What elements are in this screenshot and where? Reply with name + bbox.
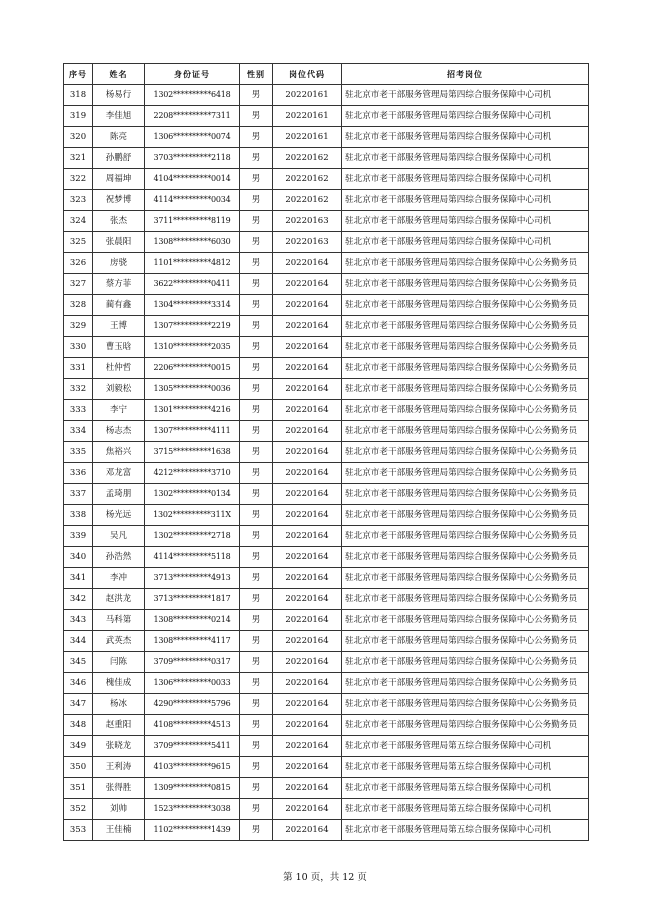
table-row [64, 337, 589, 358]
cell-code: 20220162 [273, 169, 342, 190]
cell-no: 330 [64, 337, 93, 358]
cell-gender: 男 [240, 127, 273, 148]
cell-code: 20220164 [273, 589, 342, 610]
cell-name: 孙鹏舒 [93, 148, 145, 169]
cell-position: 驻北京市老干部服务管理局第四综合服务保障中心公务勤务员 [342, 316, 589, 337]
cell-id: 1302**********2718 [145, 526, 240, 547]
cell-id: 1306**********0074 [145, 127, 240, 148]
cell-code: 20220164 [273, 652, 342, 673]
table-row [64, 211, 589, 232]
cell-code: 20220164 [273, 295, 342, 316]
cell-code: 20220164 [273, 820, 342, 841]
cell-name: 孙浩然 [93, 547, 145, 568]
table-row [64, 232, 589, 253]
cell-name: 杜仲哲 [93, 358, 145, 379]
cell-id: 1310**********2035 [145, 337, 240, 358]
cell-position: 驻北京市老干部服务管理局第四综合服务保障中心公务勤务员 [342, 631, 589, 652]
cell-id: 4104**********0014 [145, 169, 240, 190]
cell-code: 20220164 [273, 358, 342, 379]
table-row [64, 442, 589, 463]
cell-gender: 男 [240, 673, 273, 694]
cell-name: 李冲 [93, 568, 145, 589]
cell-id: 3703**********2118 [145, 148, 240, 169]
col-header-id: 身份证号 [145, 64, 240, 85]
cell-id: 3709**********0317 [145, 652, 240, 673]
cell-no: 320 [64, 127, 93, 148]
cell-name: 房骁 [93, 253, 145, 274]
cell-code: 20220164 [273, 400, 342, 421]
cell-gender: 男 [240, 421, 273, 442]
cell-no: 353 [64, 820, 93, 841]
cell-id: 3711**********8119 [145, 211, 240, 232]
cell-name: 李佳旭 [93, 106, 145, 127]
cell-no: 348 [64, 715, 93, 736]
cell-id: 2208**********7311 [145, 106, 240, 127]
cell-id: 1302**********0134 [145, 484, 240, 505]
table-row [64, 400, 589, 421]
cell-name: 曹玉晗 [93, 337, 145, 358]
cell-code: 20220164 [273, 673, 342, 694]
cell-code: 20220164 [273, 694, 342, 715]
col-header-gender: 性别 [240, 64, 273, 85]
cell-id: 1102**********1439 [145, 820, 240, 841]
cell-no: 342 [64, 589, 93, 610]
cell-gender: 男 [240, 169, 273, 190]
cell-position: 驻北京市老干部服务管理局第四综合服务保障中心公务勤务员 [342, 421, 589, 442]
cell-no: 318 [64, 85, 93, 106]
cell-no: 322 [64, 169, 93, 190]
table-row [64, 190, 589, 211]
cell-name: 焦裕兴 [93, 442, 145, 463]
cell-position: 驻北京市老干部服务管理局第四综合服务保障中心公务勤务员 [342, 505, 589, 526]
cell-gender: 男 [240, 526, 273, 547]
table-row [64, 295, 589, 316]
cell-name: 闫陈 [93, 652, 145, 673]
cell-gender: 男 [240, 484, 273, 505]
cell-code: 20220164 [273, 715, 342, 736]
table-row [64, 169, 589, 190]
cell-position: 驻北京市老干部服务管理局第四综合服务保障中心公务勤务员 [342, 337, 589, 358]
cell-no: 341 [64, 568, 93, 589]
cell-name: 赵洪龙 [93, 589, 145, 610]
table-body [64, 85, 589, 841]
cell-name: 武英杰 [93, 631, 145, 652]
cell-position: 驻北京市老干部服务管理局第四综合服务保障中心公务勤务员 [342, 715, 589, 736]
cell-gender: 男 [240, 274, 273, 295]
cell-code: 20220162 [273, 148, 342, 169]
table-row [64, 778, 589, 799]
cell-position: 驻北京市老干部服务管理局第四综合服务保障中心司机 [342, 127, 589, 148]
cell-gender: 男 [240, 652, 273, 673]
cell-position: 驻北京市老干部服务管理局第五综合服务保障中心司机 [342, 820, 589, 841]
cell-name: 孟琦朋 [93, 484, 145, 505]
cell-gender: 男 [240, 211, 273, 232]
cell-code: 20220161 [273, 85, 342, 106]
cell-code: 20220163 [273, 211, 342, 232]
cell-no: 326 [64, 253, 93, 274]
table-row [64, 589, 589, 610]
cell-id: 1305**********0036 [145, 379, 240, 400]
table-row [64, 736, 589, 757]
cell-no: 332 [64, 379, 93, 400]
cell-position: 驻北京市老干部服务管理局第四综合服务保障中心公务勤务员 [342, 400, 589, 421]
cell-name: 杨冰 [93, 694, 145, 715]
cell-gender: 男 [240, 694, 273, 715]
cell-position: 驻北京市老干部服务管理局第四综合服务保障中心公务勤务员 [342, 547, 589, 568]
cell-gender: 男 [240, 400, 273, 421]
cell-no: 333 [64, 400, 93, 421]
cell-position: 驻北京市老干部服务管理局第五综合服务保障中心司机 [342, 757, 589, 778]
cell-no: 321 [64, 148, 93, 169]
cell-id: 1302**********311X [145, 505, 240, 526]
cell-gender: 男 [240, 799, 273, 820]
cell-name: 张得胜 [93, 778, 145, 799]
cell-gender: 男 [240, 757, 273, 778]
cell-id: 1308**********0214 [145, 610, 240, 631]
cell-id: 3709**********5411 [145, 736, 240, 757]
cell-no: 323 [64, 190, 93, 211]
cell-name: 祝梦博 [93, 190, 145, 211]
cell-code: 20220164 [273, 463, 342, 484]
cell-no: 335 [64, 442, 93, 463]
table-row [64, 106, 589, 127]
cell-gender: 男 [240, 505, 273, 526]
cell-name: 杨志杰 [93, 421, 145, 442]
cell-position: 驻北京市老干部服务管理局第四综合服务保障中心司机 [342, 148, 589, 169]
cell-no: 338 [64, 505, 93, 526]
cell-no: 325 [64, 232, 93, 253]
cell-code: 20220164 [273, 799, 342, 820]
table-row [64, 547, 589, 568]
cell-gender: 男 [240, 253, 273, 274]
cell-position: 驻北京市老干部服务管理局第四综合服务保障中心公务勤务员 [342, 274, 589, 295]
cell-name: 槐佳成 [93, 673, 145, 694]
col-header-name: 姓名 [93, 64, 145, 85]
cell-name: 刘毅松 [93, 379, 145, 400]
cell-no: 339 [64, 526, 93, 547]
cell-position: 驻北京市老干部服务管理局第四综合服务保障中心司机 [342, 85, 589, 106]
table-row [64, 505, 589, 526]
cell-id: 1308**********6030 [145, 232, 240, 253]
cell-position: 驻北京市老干部服务管理局第四综合服务保障中心公务勤务员 [342, 610, 589, 631]
col-header-position: 招考岗位 [342, 64, 589, 85]
table-row [64, 568, 589, 589]
table-row [64, 358, 589, 379]
cell-name: 王佳楠 [93, 820, 145, 841]
table-row [64, 379, 589, 400]
cell-position: 驻北京市老干部服务管理局第四综合服务保障中心公务勤务员 [342, 253, 589, 274]
cell-gender: 男 [240, 316, 273, 337]
cell-name: 王利涛 [93, 757, 145, 778]
cell-code: 20220164 [273, 547, 342, 568]
cell-no: 328 [64, 295, 93, 316]
roster-table [63, 63, 589, 841]
table-row [64, 715, 589, 736]
cell-position: 驻北京市老干部服务管理局第四综合服务保障中心公务勤务员 [342, 589, 589, 610]
table-row [64, 253, 589, 274]
cell-id: 3622**********0411 [145, 274, 240, 295]
cell-gender: 男 [240, 190, 273, 211]
cell-gender: 男 [240, 736, 273, 757]
cell-gender: 男 [240, 379, 273, 400]
cell-no: 349 [64, 736, 93, 757]
cell-gender: 男 [240, 148, 273, 169]
cell-position: 驻北京市老干部服务管理局第五综合服务保障中心司机 [342, 778, 589, 799]
cell-name: 王博 [93, 316, 145, 337]
cell-id: 1101**********4812 [145, 253, 240, 274]
cell-id: 3713**********4913 [145, 568, 240, 589]
cell-code: 20220164 [273, 484, 342, 505]
cell-code: 20220161 [273, 106, 342, 127]
cell-id: 1304**********3314 [145, 295, 240, 316]
cell-name: 陈亮 [93, 127, 145, 148]
cell-code: 20220164 [273, 631, 342, 652]
cell-code: 20220164 [273, 253, 342, 274]
cell-no: 345 [64, 652, 93, 673]
cell-position: 驻北京市老干部服务管理局第四综合服务保障中心公务勤务员 [342, 379, 589, 400]
cell-position: 驻北京市老干部服务管理局第四综合服务保障中心司机 [342, 211, 589, 232]
table-row [64, 652, 589, 673]
cell-id: 2206**********0015 [145, 358, 240, 379]
cell-no: 347 [64, 694, 93, 715]
cell-name: 蔡方菲 [93, 274, 145, 295]
cell-name: 刘帅 [93, 799, 145, 820]
table-row [64, 85, 589, 106]
table-row [64, 673, 589, 694]
cell-no: 351 [64, 778, 93, 799]
cell-position: 驻北京市老干部服务管理局第四综合服务保障中心司机 [342, 106, 589, 127]
cell-code: 20220164 [273, 316, 342, 337]
cell-gender: 男 [240, 820, 273, 841]
cell-id: 1308**********4117 [145, 631, 240, 652]
cell-id: 4212**********3710 [145, 463, 240, 484]
cell-code: 20220164 [273, 442, 342, 463]
cell-name: 蔺有鑫 [93, 295, 145, 316]
cell-code: 20220164 [273, 379, 342, 400]
cell-code: 20220164 [273, 757, 342, 778]
cell-name: 赵重阳 [93, 715, 145, 736]
cell-name: 杨光远 [93, 505, 145, 526]
cell-position: 驻北京市老干部服务管理局第四综合服务保障中心公务勤务员 [342, 652, 589, 673]
cell-position: 驻北京市老干部服务管理局第四综合服务保障中心公务勤务员 [342, 526, 589, 547]
table-row [64, 694, 589, 715]
cell-no: 324 [64, 211, 93, 232]
cell-name: 周福坤 [93, 169, 145, 190]
table-row [64, 484, 589, 505]
cell-gender: 男 [240, 778, 273, 799]
cell-position: 驻北京市老干部服务管理局第五综合服务保障中心司机 [342, 736, 589, 757]
cell-no: 350 [64, 757, 93, 778]
cell-id: 1309**********0815 [145, 778, 240, 799]
cell-name: 李宁 [93, 400, 145, 421]
cell-code: 20220162 [273, 190, 342, 211]
cell-code: 20220164 [273, 505, 342, 526]
cell-name: 吴凡 [93, 526, 145, 547]
table-row [64, 610, 589, 631]
cell-id: 1302**********6418 [145, 85, 240, 106]
table-row [64, 631, 589, 652]
cell-gender: 男 [240, 463, 273, 484]
cell-gender: 男 [240, 295, 273, 316]
cell-position: 驻北京市老干部服务管理局第四综合服务保障中心公务勤务员 [342, 295, 589, 316]
cell-position: 驻北京市老干部服务管理局第四综合服务保障中心公务勤务员 [342, 484, 589, 505]
cell-position: 驻北京市老干部服务管理局第四综合服务保障中心公务勤务员 [342, 673, 589, 694]
cell-gender: 男 [240, 106, 273, 127]
cell-code: 20220164 [273, 337, 342, 358]
cell-code: 20220164 [273, 778, 342, 799]
col-header-code: 岗位代码 [273, 64, 342, 85]
cell-no: 340 [64, 547, 93, 568]
cell-code: 20220164 [273, 568, 342, 589]
table-row [64, 148, 589, 169]
table-row [64, 757, 589, 778]
cell-gender: 男 [240, 631, 273, 652]
cell-id: 1306**********0033 [145, 673, 240, 694]
cell-no: 331 [64, 358, 93, 379]
cell-no: 336 [64, 463, 93, 484]
cell-no: 327 [64, 274, 93, 295]
cell-id: 4290**********5796 [145, 694, 240, 715]
cell-id: 4103**********9615 [145, 757, 240, 778]
cell-id: 3715**********1638 [145, 442, 240, 463]
cell-name: 邓龙富 [93, 463, 145, 484]
col-header-no: 序号 [64, 64, 93, 85]
cell-code: 20220164 [273, 421, 342, 442]
cell-id: 1523**********3038 [145, 799, 240, 820]
cell-gender: 男 [240, 85, 273, 106]
cell-name: 杨易行 [93, 85, 145, 106]
cell-gender: 男 [240, 715, 273, 736]
cell-id: 1307**********4111 [145, 421, 240, 442]
cell-id: 1307**********2219 [145, 316, 240, 337]
table-header-row [64, 64, 589, 85]
cell-no: 344 [64, 631, 93, 652]
cell-position: 驻北京市老干部服务管理局第四综合服务保障中心司机 [342, 232, 589, 253]
cell-code: 20220164 [273, 736, 342, 757]
cell-gender: 男 [240, 610, 273, 631]
cell-no: 337 [64, 484, 93, 505]
cell-id: 4114**********5118 [145, 547, 240, 568]
cell-position: 驻北京市老干部服务管理局第四综合服务保障中心司机 [342, 169, 589, 190]
cell-position: 驻北京市老干部服务管理局第四综合服务保障中心公务勤务员 [342, 358, 589, 379]
cell-gender: 男 [240, 589, 273, 610]
cell-name: 马科第 [93, 610, 145, 631]
cell-no: 352 [64, 799, 93, 820]
cell-position: 驻北京市老干部服务管理局第四综合服务保障中心公务勤务员 [342, 568, 589, 589]
cell-position: 驻北京市老干部服务管理局第四综合服务保障中心司机 [342, 190, 589, 211]
cell-gender: 男 [240, 232, 273, 253]
cell-name: 张晓龙 [93, 736, 145, 757]
cell-gender: 男 [240, 442, 273, 463]
page-footer: 第 10 页，共 12 页 [283, 872, 367, 883]
cell-position: 驻北京市老干部服务管理局第四综合服务保障中心公务勤务员 [342, 694, 589, 715]
cell-code: 20220161 [273, 127, 342, 148]
cell-id: 4114**********0034 [145, 190, 240, 211]
table-row [64, 316, 589, 337]
table-row [64, 526, 589, 547]
table-row [64, 463, 589, 484]
cell-gender: 男 [240, 568, 273, 589]
cell-no: 329 [64, 316, 93, 337]
table-row [64, 820, 589, 841]
cell-position: 驻北京市老干部服务管理局第五综合服务保障中心司机 [342, 799, 589, 820]
table-row [64, 799, 589, 820]
cell-name: 张晨阳 [93, 232, 145, 253]
cell-id: 3713**********1817 [145, 589, 240, 610]
cell-gender: 男 [240, 358, 273, 379]
cell-id: 4108**********4513 [145, 715, 240, 736]
table-row [64, 274, 589, 295]
cell-no: 346 [64, 673, 93, 694]
table-row [64, 421, 589, 442]
cell-gender: 男 [240, 337, 273, 358]
cell-position: 驻北京市老干部服务管理局第四综合服务保障中心公务勤务员 [342, 442, 589, 463]
cell-code: 20220164 [273, 526, 342, 547]
cell-position: 驻北京市老干部服务管理局第四综合服务保障中心公务勤务员 [342, 463, 589, 484]
cell-id: 1301**********4216 [145, 400, 240, 421]
cell-no: 334 [64, 421, 93, 442]
cell-name: 张杰 [93, 211, 145, 232]
cell-code: 20220163 [273, 232, 342, 253]
cell-code: 20220164 [273, 274, 342, 295]
table-row [64, 127, 589, 148]
cell-no: 319 [64, 106, 93, 127]
cell-gender: 男 [240, 547, 273, 568]
cell-code: 20220164 [273, 610, 342, 631]
cell-no: 343 [64, 610, 93, 631]
